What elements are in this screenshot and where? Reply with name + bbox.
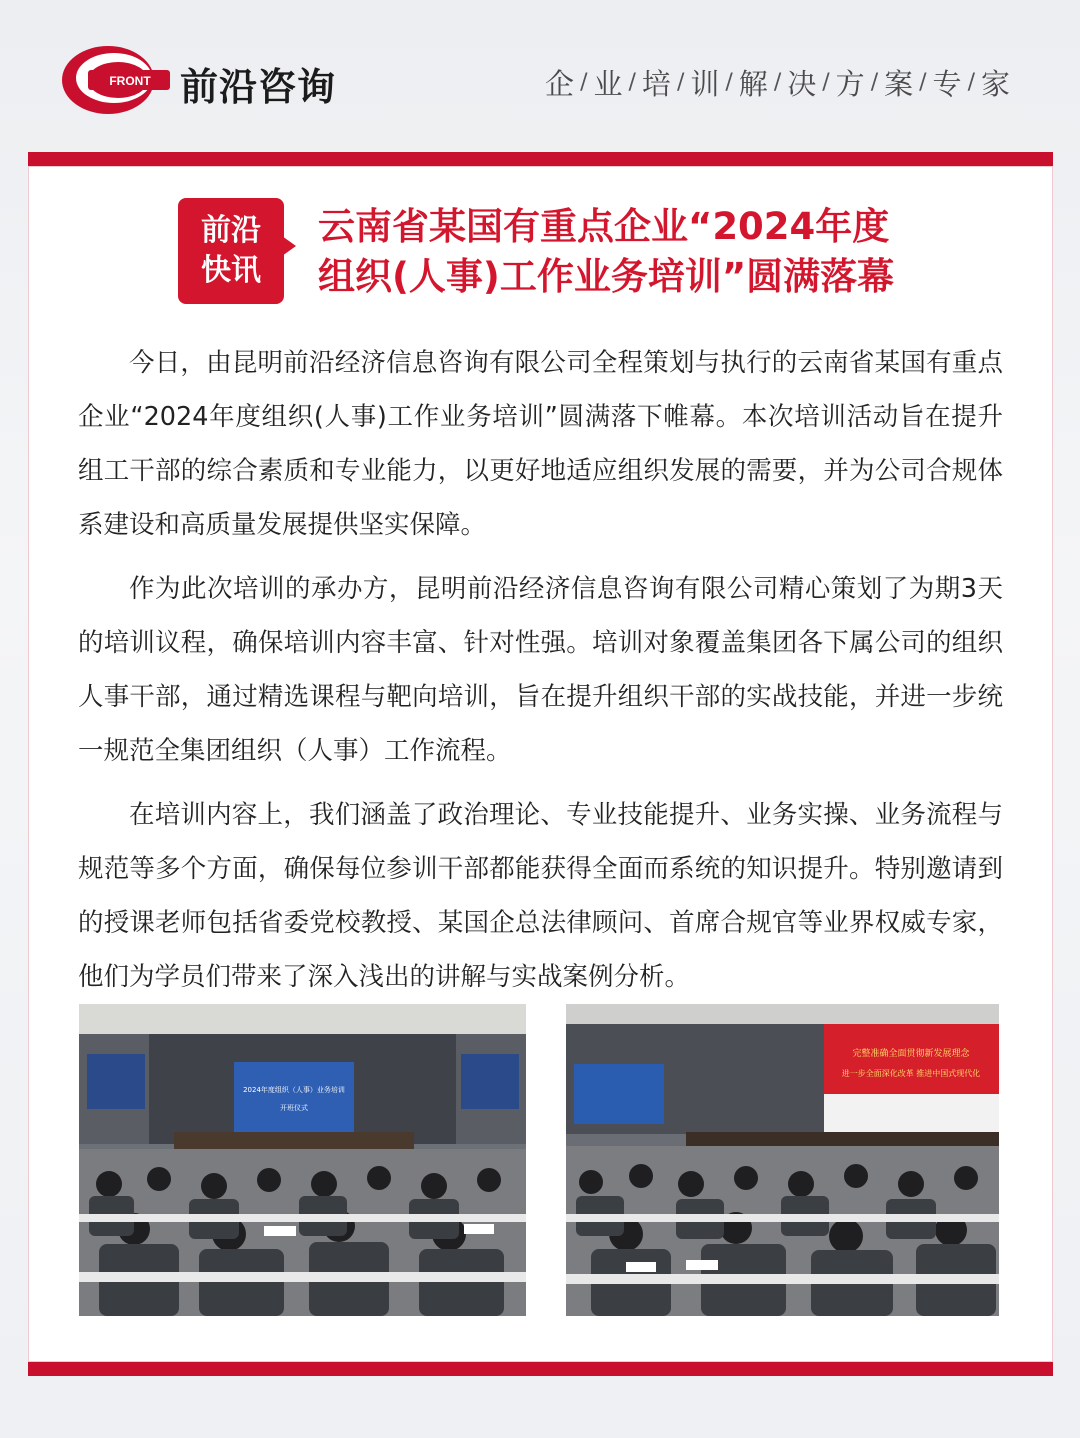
slogan-separator: / xyxy=(870,70,879,95)
slogan-char: 企 xyxy=(545,67,575,101)
slogan-char: 训 xyxy=(690,67,720,101)
news-badge xyxy=(178,198,284,304)
slogan-char: 案 xyxy=(884,67,914,101)
slogan xyxy=(545,62,1010,103)
front-logo-icon xyxy=(58,40,170,118)
photo1-screen-title: 2024年度组织（人事）业务培训 xyxy=(243,1086,345,1094)
slogan-char: 决 xyxy=(787,67,817,101)
article-body xyxy=(78,336,1003,1014)
slogan-separator: / xyxy=(628,70,636,95)
slogan-separator: / xyxy=(580,70,588,95)
slogan-separator: / xyxy=(919,70,927,95)
slogan-char: 解 xyxy=(738,67,768,101)
slogan-char: 家 xyxy=(980,67,1010,101)
page-header xyxy=(0,0,1080,150)
slogan-char: 方 xyxy=(835,67,865,101)
card-top-bar xyxy=(28,152,1053,166)
article-card xyxy=(28,166,1053,1362)
slogan-char: 业 xyxy=(593,67,623,101)
badge-line-1: 前沿 xyxy=(201,213,261,248)
slogan-separator: / xyxy=(676,70,685,95)
training-photo-2 xyxy=(566,1004,999,1316)
card-bottom-bar xyxy=(28,1362,1053,1376)
paragraph-1: 今日，由昆明前沿经济信息咨询有限公司全程策划与执行的云南省某国有重点企业“2024年度组织(人事)工作业务培训”圆满落下帷幕。本次培训活动旨在提升组工干部的综合素质和专业能力，以更好地适应组织发展的需要，并为公司合规体系建设和高质量发展提供坚实保障。 xyxy=(78,348,1003,540)
paragraph-2: 作为此次培训的承办方，昆明前沿经济信息咨询有限公司精心策划了为期3天的培训议程，确保培训内容丰富、针对性强。培训对象覆盖集团各下属公司的组织人事干部，通过精选课程与靶向培训，旨在提升组织干部的实战技能，并进一步统一规范全集团组织（人事）工作流程。 xyxy=(78,574,1003,766)
article-title xyxy=(318,202,1038,302)
slogan-char: 专 xyxy=(932,67,962,101)
brand-name: 前沿咨询 xyxy=(180,65,337,109)
slogan-separator: / xyxy=(822,70,830,95)
training-photo-1 xyxy=(79,1004,526,1316)
title-line-2: 组织(人事)工作业务培训”圆满落幕 xyxy=(318,255,895,298)
paragraph-3: 在培训内容上，我们涵盖了政治理论、专业技能提升、业务实操、业务流程与规范等多个方面，确保每位参训干部都能获得全面而系统的知识提升。特别邀请到的授课老师包括省委党校教授、某国企总法律顾问、首席合规官等业界权威专家，他们为学员们带来了深入浅出的讲解与实战案例分析。 xyxy=(78,800,1003,992)
photo2-screen-line-1: 完整准确全面贯彻新发展理念 xyxy=(852,1049,970,1059)
photo1-screen-subtitle: 开班仪式 xyxy=(280,1104,308,1112)
slogan-separator: / xyxy=(967,70,975,95)
slogan-separator: / xyxy=(725,70,733,95)
slogan-char: 培 xyxy=(641,67,671,101)
logo-text: FRONT xyxy=(109,74,151,88)
slogan-separator: / xyxy=(773,70,782,95)
photo2-screen-line-2: 进一步全面深化改革 推进中国式现代化 xyxy=(841,1069,981,1078)
title-line-1: 云南省某国有重点企业“2024年度 xyxy=(318,205,890,248)
badge-pointer xyxy=(282,236,296,256)
badge-line-2: 快讯 xyxy=(201,253,261,288)
